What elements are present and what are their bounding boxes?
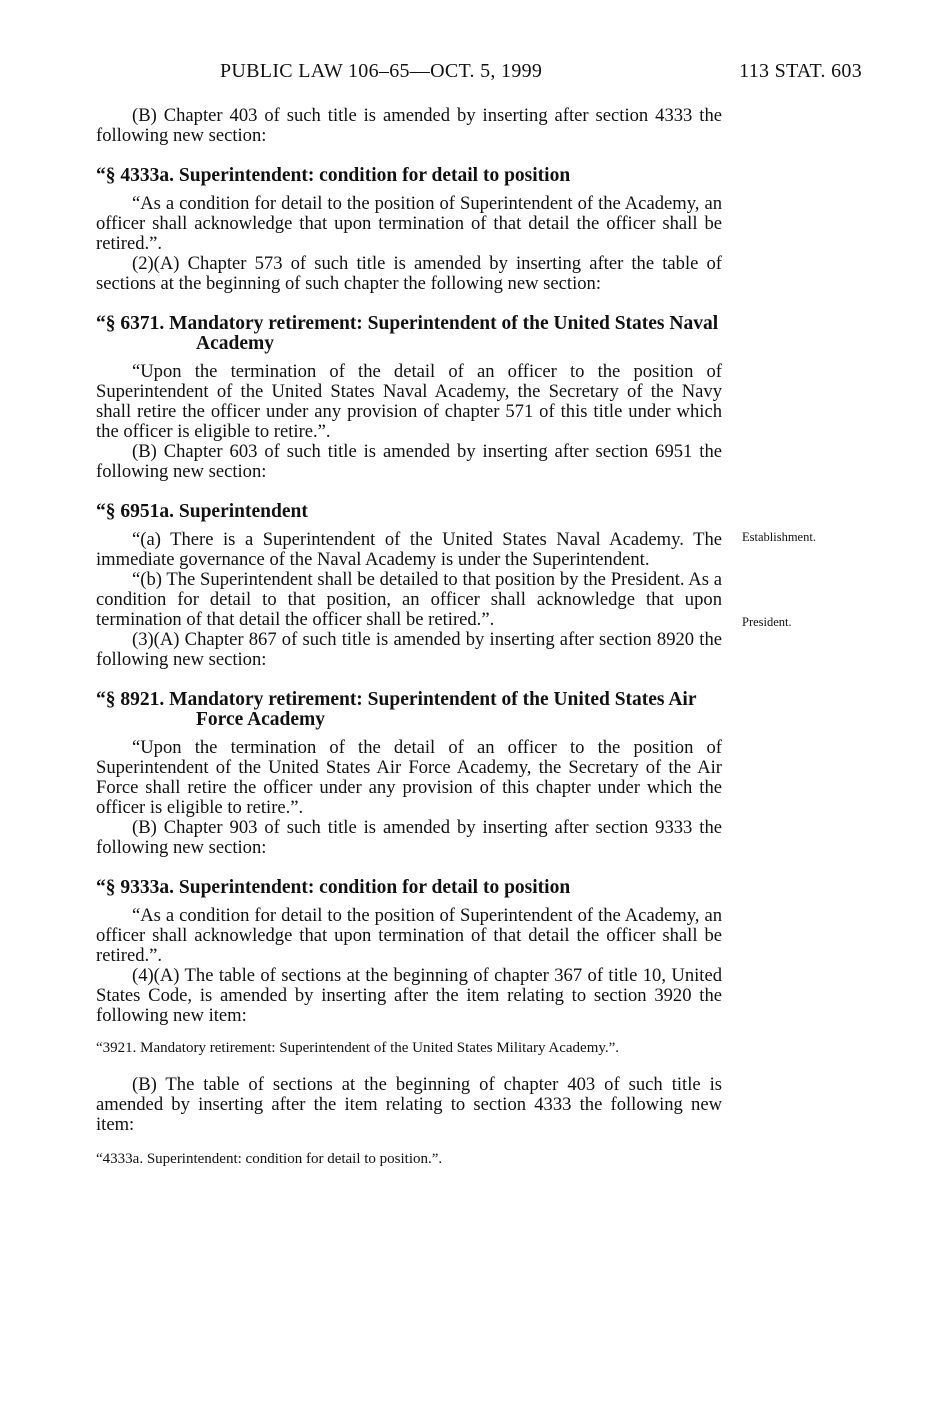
margin-note-president: President.	[742, 615, 792, 629]
paragraph-4a-table-chapter-367: (4)(A) The table of sections at the beginning of chapter 367 of title 10, United States Code, is amended by inserting after the item relating to section 3920 the following new item:	[96, 965, 722, 1026]
paragraph-b-table-chapter-403: (B) The table of sections at the beginning of chapter 403 of such title is amended by inserting after the item relating to section 4333 the following new item:	[96, 1074, 722, 1135]
paragraph-6951a-a: “(a) There is a Superintendent of the United States Naval Academy. The immediate governance of the Naval Academy is under the Superintendent.	[96, 529, 722, 570]
paragraph-3a-chapter-867: (3)(A) Chapter 867 of such title is amended by inserting after section 8920 the following new section:	[96, 629, 722, 670]
paragraph-8921-text: “Upon the termination of the detail of an officer to the position of Superintendent of the United States Air Force Academy, the Secretary of the Air Force shall retire the officer under any provision of this chapter under which the officer is eligible to retire.”.	[96, 737, 722, 818]
paragraph-9333a-text: “As a condition for detail to the position of Superintendent of the Academy, an officer shall acknowledge that upon termination of that detail the officer shall be retired.”.	[96, 905, 722, 966]
section-heading-6371: “§ 6371. Mandatory retirement: Superintendent of the United States Naval Academy	[96, 313, 719, 354]
header-page-number: 113 STAT. 603	[739, 60, 862, 82]
paragraph-2a-chapter-573: (2)(A) Chapter 573 of such title is amended by inserting after the table of sections at the beginning of such chapter the following new section:	[96, 253, 722, 294]
running-header	[96, 60, 862, 90]
paragraph-6371-text: “Upon the termination of the detail of an officer to the position of Superintendent of the United States Naval Academy, the Secretary of the Navy shall retire the officer under any provision of chapter 571 of this title under which the officer is eligible to retire.”.	[96, 361, 722, 442]
paragraph-6951a-b: “(b) The Superintendent shall be detailed to that position by the President. As a condition for detail to that position, an officer shall acknowledge that upon termination of that detail the officer shall be retired.”.	[96, 569, 722, 630]
section-heading-8921: “§ 8921. Mandatory retirement: Superintendent of the United States Air Force Academy	[96, 689, 697, 730]
body-text	[96, 106, 722, 1186]
paragraph-4333a-text: “As a condition for detail to the position of Superintendent of the Academy, an officer shall acknowledge that upon termination of that detail the officer shall be retired.”.	[96, 193, 722, 254]
section-heading-6951a: “§ 6951a. Superintendent	[96, 501, 308, 522]
margin-note-establishment: Establishment.	[742, 530, 816, 544]
paragraph-b-chapter-403: (B) Chapter 403 of such title is amended by inserting after section 4333 the following new section:	[96, 105, 722, 146]
section-heading-9333a: “§ 9333a. Superintendent: condition for detail to position	[96, 877, 571, 898]
table-item-3921: “3921. Mandatory retirement: Superintendent of the United States Military Academy.”.	[96, 1040, 620, 1056]
paragraph-b-chapter-903: (B) Chapter 903 of such title is amended by inserting after section 9333 the following new section:	[96, 817, 722, 858]
paragraph-b-chapter-603: (B) Chapter 603 of such title is amended by inserting after section 6951 the following new section:	[96, 441, 722, 482]
header-citation: PUBLIC LAW 106–65—OCT. 5, 1999	[220, 60, 543, 82]
section-heading-4333a: “§ 4333a. Superintendent: condition for detail to position	[96, 165, 571, 186]
table-item-4333a: “4333a. Superintendent: condition for detail to position.”.	[96, 1151, 443, 1167]
